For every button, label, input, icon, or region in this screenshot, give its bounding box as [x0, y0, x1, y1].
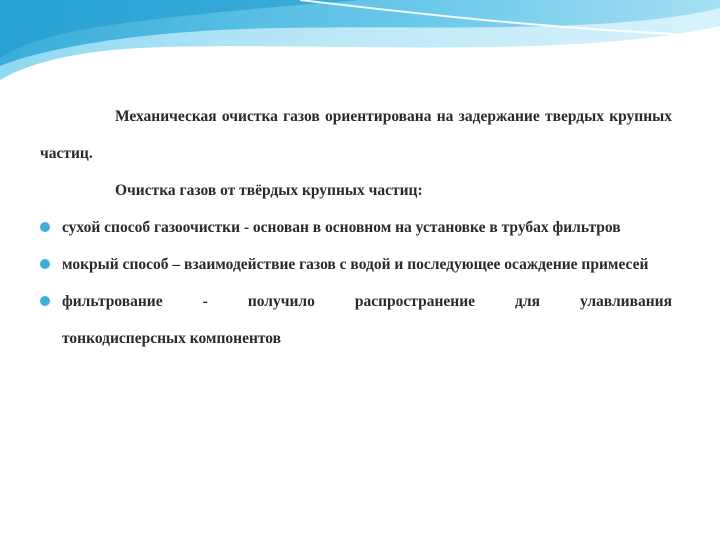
- bullet-item-wet: [40, 246, 672, 283]
- bullet-item-filtration: [40, 283, 672, 357]
- bullet-dot-icon: [40, 222, 50, 232]
- bullet-word: для: [515, 293, 540, 310]
- bullet-text: мокрый способ – взаимодействие газов с водой и последующее осаждение примесей: [62, 256, 649, 273]
- bullet-word: получило: [247, 293, 315, 310]
- subheading: Очистка газов от твёрдых крупных частиц:: [115, 182, 423, 199]
- bullet-word: фильтрование: [62, 293, 163, 310]
- bullet-word: распространение: [354, 293, 476, 310]
- bullet-word: улавливания: [580, 293, 672, 310]
- bullet-text: сухой способ газоочистки - основан в основном на установке в трубах фильтров: [62, 219, 621, 236]
- slide-content: [40, 98, 672, 357]
- bullet-item-dry: [40, 209, 672, 246]
- bullet-dot-icon: [40, 259, 50, 269]
- intro-paragraph: Механическая очистка газов ориентирована на задержание твердых крупных частиц.: [40, 108, 672, 162]
- bullet-text-line2: тонкодисперсных компонентов: [62, 330, 282, 347]
- bullet-word: -: [202, 293, 208, 310]
- bullet-dot-icon: [40, 296, 50, 306]
- header-swoosh-decoration: [0, 0, 720, 110]
- bullet-text-line1: [62, 283, 672, 320]
